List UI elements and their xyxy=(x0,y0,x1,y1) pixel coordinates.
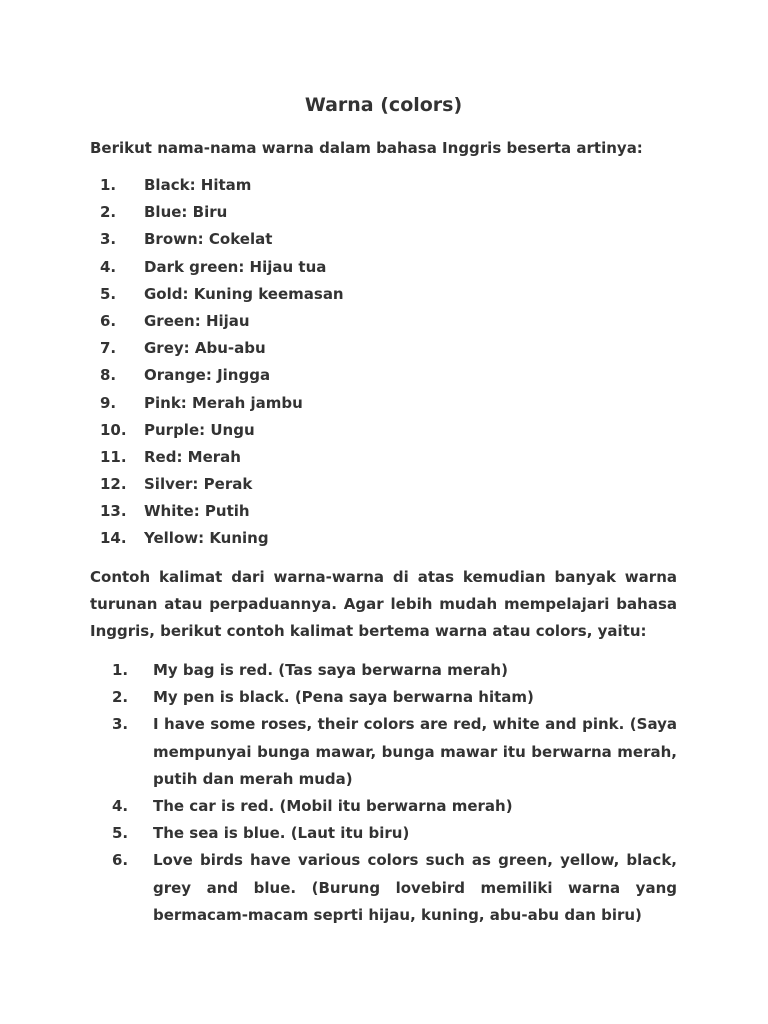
list-number: 5. xyxy=(100,284,117,303)
list-number: 2. xyxy=(112,688,129,707)
list-item xyxy=(90,793,677,820)
list-item-text: Orange: Jingga xyxy=(144,366,271,385)
list-item xyxy=(90,364,677,391)
list-item xyxy=(90,684,677,711)
list-item xyxy=(90,446,677,473)
list-item-text: White: Putih xyxy=(144,502,250,521)
list-item-text: My bag is red. (Tas saya berwarna merah) xyxy=(153,661,508,679)
list-item xyxy=(90,174,677,201)
colors-list xyxy=(90,174,677,555)
list-item-text: Red: Merah xyxy=(144,447,241,466)
list-number: 1. xyxy=(112,661,129,679)
list-item-text: Blue: Biru xyxy=(144,203,228,222)
list-number: 6. xyxy=(100,311,117,330)
list-item xyxy=(90,228,677,255)
list-item-text: My pen is black. (Pena saya berwarna hitam) xyxy=(153,688,534,707)
list-number: 3. xyxy=(112,715,129,734)
list-item-text: Brown: Cokelat xyxy=(144,230,273,249)
list-item xyxy=(90,201,677,228)
list-item xyxy=(90,527,677,554)
list-number: 6. xyxy=(112,851,129,870)
list-item xyxy=(90,473,677,500)
list-item xyxy=(90,711,677,793)
list-number: 1. xyxy=(100,176,117,194)
list-number: 14. xyxy=(100,529,127,548)
list-item-text: Black: Hitam xyxy=(144,176,252,194)
list-number: 5. xyxy=(112,824,129,843)
examples-list xyxy=(90,657,677,929)
list-item-text: The car is red. (Mobil itu berwarna merah) xyxy=(153,797,513,816)
list-item-text: Green: Hijau xyxy=(144,311,250,330)
list-item xyxy=(90,500,677,527)
list-number: 13. xyxy=(100,502,127,521)
list-number: 11. xyxy=(100,447,127,466)
list-item-text: Dark green: Hijau tua xyxy=(144,257,327,276)
list-item-text: Yellow: Kuning xyxy=(144,529,269,548)
list-item-text: Silver: Perak xyxy=(144,475,253,494)
list-item xyxy=(90,256,677,283)
list-item xyxy=(90,283,677,310)
list-item-text: Gold: Kuning keemasan xyxy=(144,284,344,303)
list-item-text: Purple: Ungu xyxy=(144,420,255,439)
list-item-text: I have some roses, their colors are red, white and pink. (Saya mempunyai bunga mawar, bunga mawar itu berwarna merah, putih dan merah muda) xyxy=(153,715,677,788)
list-item xyxy=(90,419,677,446)
list-item xyxy=(90,310,677,337)
list-number: 10. xyxy=(100,420,127,439)
list-number: 12. xyxy=(100,475,127,494)
list-item xyxy=(90,657,677,684)
list-item-text: Grey: Abu-abu xyxy=(144,339,266,358)
intro-text: Berikut nama-nama warna dalam bahasa Inggris beserta artinya: xyxy=(90,139,643,157)
list-number: 3. xyxy=(100,230,117,249)
list-number: 4. xyxy=(112,797,129,816)
body-paragraph: Contoh kalimat dari warna-warna di atas kemudian banyak warna turunan atau perpaduannya. Agar lebih mudah mempelajari bahasa Inggris, berikut contoh kalimat bertema warna atau colors, yaitu: xyxy=(90,568,677,641)
list-item-text: The sea is blue. (Laut itu biru) xyxy=(153,824,410,843)
list-number: 4. xyxy=(100,257,117,276)
page-title: Warna (colors) xyxy=(304,94,463,116)
list-number: 7. xyxy=(100,339,117,358)
list-number: 2. xyxy=(100,203,117,222)
list-item xyxy=(90,820,677,847)
list-item xyxy=(90,392,677,419)
list-number: 8. xyxy=(100,366,117,385)
list-item xyxy=(90,847,677,929)
list-item xyxy=(90,337,677,364)
list-number: 9. xyxy=(100,393,117,412)
list-item-text: Pink: Merah jambu xyxy=(144,393,303,412)
list-item-text: Love birds have various colors such as green, yellow, black, grey and blue. (Burung lovebird memiliki warna yang bermacam-macam seprti hijau, kuning, abu-abu dan biru) xyxy=(153,851,677,924)
